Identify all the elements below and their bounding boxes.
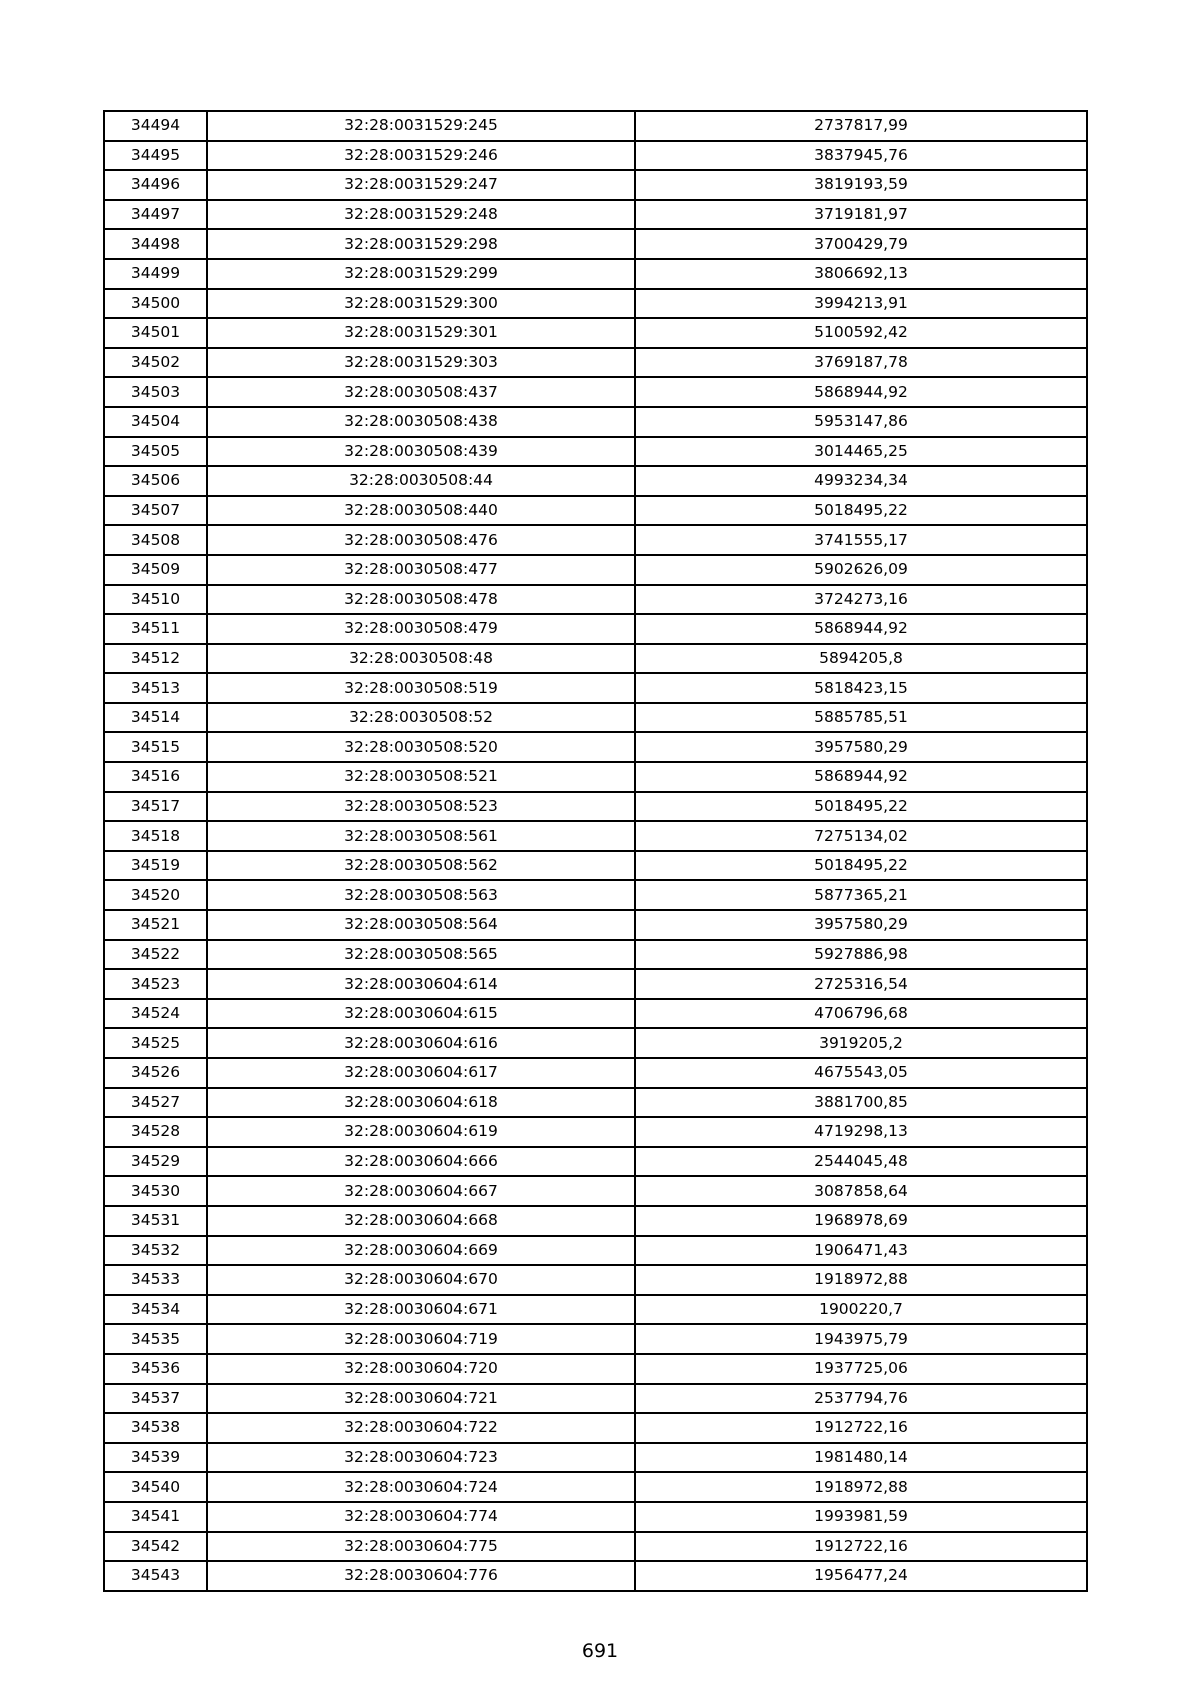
cadastral-number-cell: 32:28:0030604:669 <box>207 1236 635 1266</box>
table-row <box>104 141 1087 171</box>
table-row <box>104 762 1087 792</box>
table-row <box>104 466 1087 496</box>
cadastral-value-cell: 4675543,05 <box>635 1058 1087 1088</box>
cadastral-number-cell: 32:28:0030508:44 <box>207 466 635 496</box>
cadastral-number-cell: 32:28:0031529:300 <box>207 289 635 319</box>
row-number-cell: 34528 <box>104 1117 207 1147</box>
row-number-cell: 34523 <box>104 969 207 999</box>
cadastral-number-cell: 32:28:0030604:619 <box>207 1117 635 1147</box>
cadastral-number-cell: 32:28:0030508:476 <box>207 525 635 555</box>
cadastral-value-cell: 1912722,16 <box>635 1413 1087 1443</box>
table-row <box>104 318 1087 348</box>
row-number-cell: 34507 <box>104 496 207 526</box>
row-number-cell: 34513 <box>104 673 207 703</box>
cadastral-number-cell: 32:28:0031529:245 <box>207 111 635 141</box>
cadastral-number-cell: 32:28:0030604:723 <box>207 1443 635 1473</box>
cadastral-value-cell: 5868944,92 <box>635 377 1087 407</box>
table-row <box>104 1058 1087 1088</box>
table-row <box>104 1384 1087 1414</box>
row-number-cell: 34542 <box>104 1532 207 1562</box>
table-row <box>104 1236 1087 1266</box>
table-row <box>104 851 1087 881</box>
table-row <box>104 437 1087 467</box>
cadastral-number-cell: 32:28:0031529:247 <box>207 170 635 200</box>
row-number-cell: 34496 <box>104 170 207 200</box>
cadastral-value-cell: 1912722,16 <box>635 1532 1087 1562</box>
cadastral-value-cell: 1981480,14 <box>635 1443 1087 1473</box>
cadastral-value-cell: 4993234,34 <box>635 466 1087 496</box>
row-number-cell: 34524 <box>104 999 207 1029</box>
cadastral-value-cell: 5868944,92 <box>635 762 1087 792</box>
cadastral-number-cell: 32:28:0030604:720 <box>207 1354 635 1384</box>
table-row <box>104 1472 1087 1502</box>
row-number-cell: 34502 <box>104 348 207 378</box>
row-number-cell: 34498 <box>104 229 207 259</box>
table-row <box>104 1295 1087 1325</box>
table-row <box>104 1532 1087 1562</box>
row-number-cell: 34494 <box>104 111 207 141</box>
row-number-cell: 34505 <box>104 437 207 467</box>
cadastral-number-cell: 32:28:0030508:520 <box>207 732 635 762</box>
table-row <box>104 703 1087 733</box>
table-row <box>104 585 1087 615</box>
cadastral-value-cell: 3700429,79 <box>635 229 1087 259</box>
row-number-cell: 34500 <box>104 289 207 319</box>
row-number-cell: 34508 <box>104 525 207 555</box>
cadastral-value-cell: 1956477,24 <box>635 1561 1087 1591</box>
row-number-cell: 34522 <box>104 940 207 970</box>
row-number-cell: 34538 <box>104 1413 207 1443</box>
cadastral-value-cell: 1918972,88 <box>635 1265 1087 1295</box>
cadastral-number-cell: 32:28:0031529:299 <box>207 259 635 289</box>
cadastral-value-cell: 3919205,2 <box>635 1028 1087 1058</box>
cadastral-value-cell: 5902626,09 <box>635 555 1087 585</box>
table-row <box>104 1413 1087 1443</box>
row-number-cell: 34497 <box>104 200 207 230</box>
table-row <box>104 1324 1087 1354</box>
table-body <box>104 111 1087 1591</box>
table-row <box>104 111 1087 141</box>
table-row <box>104 229 1087 259</box>
cadastral-number-cell: 32:28:0030508:478 <box>207 585 635 615</box>
cadastral-value-cell: 5868944,92 <box>635 614 1087 644</box>
cadastral-value-cell: 4706796,68 <box>635 999 1087 1029</box>
cadastral-value-cell: 1943975,79 <box>635 1324 1087 1354</box>
cadastral-value-cell: 5018495,22 <box>635 851 1087 881</box>
cadastral-value-cell: 1937725,06 <box>635 1354 1087 1384</box>
cadastral-number-cell: 32:28:0030604:614 <box>207 969 635 999</box>
cadastral-value-cell: 5100592,42 <box>635 318 1087 348</box>
row-number-cell: 34519 <box>104 851 207 881</box>
cadastral-value-cell: 1993981,59 <box>635 1502 1087 1532</box>
table-row <box>104 1088 1087 1118</box>
cadastral-number-cell: 32:28:0030604:721 <box>207 1384 635 1414</box>
cadastral-number-cell: 32:28:0030508:565 <box>207 940 635 970</box>
table-row <box>104 1502 1087 1532</box>
cadastral-value-cell: 3837945,76 <box>635 141 1087 171</box>
row-number-cell: 34517 <box>104 792 207 822</box>
cadastral-number-cell: 32:28:0030604:719 <box>207 1324 635 1354</box>
row-number-cell: 34534 <box>104 1295 207 1325</box>
row-number-cell: 34520 <box>104 880 207 910</box>
cadastral-value-cell: 1968978,69 <box>635 1206 1087 1236</box>
row-number-cell: 34537 <box>104 1384 207 1414</box>
cadastral-number-cell: 32:28:0030604:775 <box>207 1532 635 1562</box>
cadastral-value-cell: 5818423,15 <box>635 673 1087 703</box>
cadastral-number-cell: 32:28:0030508:521 <box>207 762 635 792</box>
row-number-cell: 34527 <box>104 1088 207 1118</box>
row-number-cell: 34540 <box>104 1472 207 1502</box>
cadastral-value-cell: 5877365,21 <box>635 880 1087 910</box>
table-row <box>104 407 1087 437</box>
table-row <box>104 1028 1087 1058</box>
cadastral-value-cell: 2725316,54 <box>635 969 1087 999</box>
row-number-cell: 34531 <box>104 1206 207 1236</box>
cadastral-number-cell: 32:28:0030604:615 <box>207 999 635 1029</box>
cadastral-number-cell: 32:28:0030604:618 <box>207 1088 635 1118</box>
row-number-cell: 34539 <box>104 1443 207 1473</box>
cadastral-value-cell: 3741555,17 <box>635 525 1087 555</box>
cadastral-number-cell: 32:28:0030604:774 <box>207 1502 635 1532</box>
row-number-cell: 34518 <box>104 821 207 851</box>
cadastral-number-cell: 32:28:0030508:439 <box>207 437 635 467</box>
cadastral-value-cell: 3819193,59 <box>635 170 1087 200</box>
table-row <box>104 1561 1087 1591</box>
cadastral-number-cell: 32:28:0030508:561 <box>207 821 635 851</box>
table-row <box>104 880 1087 910</box>
cadastral-value-cell: 1918972,88 <box>635 1472 1087 1502</box>
cadastral-number-cell: 32:28:0030508:563 <box>207 880 635 910</box>
row-number-cell: 34512 <box>104 644 207 674</box>
cadastral-value-cell: 3014465,25 <box>635 437 1087 467</box>
cadastral-value-cell: 5885785,51 <box>635 703 1087 733</box>
cadastral-value-cell: 1900220,7 <box>635 1295 1087 1325</box>
row-number-cell: 34495 <box>104 141 207 171</box>
cadastral-number-cell: 32:28:0030508:564 <box>207 910 635 940</box>
cadastral-number-cell: 32:28:0030508:437 <box>207 377 635 407</box>
cadastral-value-cell: 3957580,29 <box>635 732 1087 762</box>
cadastral-value-cell: 3994213,91 <box>635 289 1087 319</box>
table-row <box>104 732 1087 762</box>
row-number-cell: 34504 <box>104 407 207 437</box>
cadastral-number-cell: 32:28:0030508:477 <box>207 555 635 585</box>
row-number-cell: 34530 <box>104 1176 207 1206</box>
table-row <box>104 821 1087 851</box>
row-number-cell: 34543 <box>104 1561 207 1591</box>
table-row <box>104 1206 1087 1236</box>
cadastral-value-cell: 3806692,13 <box>635 259 1087 289</box>
cadastral-number-cell: 32:28:0031529:246 <box>207 141 635 171</box>
page-number: 691 <box>581 1640 619 1662</box>
cadastral-value-cell: 2537794,76 <box>635 1384 1087 1414</box>
cadastral-number-cell: 32:28:0030604:671 <box>207 1295 635 1325</box>
cadastral-value-cell: 2737817,99 <box>635 111 1087 141</box>
cadastral-value-cell: 7275134,02 <box>635 821 1087 851</box>
cadastral-number-cell: 32:28:0030604:616 <box>207 1028 635 1058</box>
row-number-cell: 34541 <box>104 1502 207 1532</box>
row-number-cell: 34536 <box>104 1354 207 1384</box>
cadastral-number-cell: 32:28:0031529:298 <box>207 229 635 259</box>
row-number-cell: 34503 <box>104 377 207 407</box>
table-row <box>104 1354 1087 1384</box>
table-row <box>104 969 1087 999</box>
cadastral-number-cell: 32:28:0030508:440 <box>207 496 635 526</box>
row-number-cell: 34533 <box>104 1265 207 1295</box>
cadastral-number-cell: 32:28:0030604:666 <box>207 1147 635 1177</box>
cadastral-value-cell: 4719298,13 <box>635 1117 1087 1147</box>
table-row <box>104 259 1087 289</box>
row-number-cell: 34511 <box>104 614 207 644</box>
cadastral-number-cell: 32:28:0030508:523 <box>207 792 635 822</box>
table-row <box>104 496 1087 526</box>
table-row <box>104 348 1087 378</box>
row-number-cell: 34514 <box>104 703 207 733</box>
table-row <box>104 999 1087 1029</box>
row-number-cell: 34526 <box>104 1058 207 1088</box>
table-row <box>104 525 1087 555</box>
table-row <box>104 377 1087 407</box>
cadastral-number-cell: 32:28:0031529:248 <box>207 200 635 230</box>
cadastral-value-cell: 3769187,78 <box>635 348 1087 378</box>
cadastral-number-cell: 32:28:0030508:438 <box>207 407 635 437</box>
row-number-cell: 34529 <box>104 1147 207 1177</box>
cadastral-number-cell: 32:28:0030508:48 <box>207 644 635 674</box>
table-row <box>104 940 1087 970</box>
cadastral-number-cell: 32:28:0030604:617 <box>207 1058 635 1088</box>
cadastral-number-cell: 32:28:0030604:722 <box>207 1413 635 1443</box>
cadastral-number-cell: 32:28:0030604:670 <box>207 1265 635 1295</box>
row-number-cell: 34509 <box>104 555 207 585</box>
table-row <box>104 1117 1087 1147</box>
cadastral-value-cell: 3087858,64 <box>635 1176 1087 1206</box>
cadastral-number-cell: 32:28:0030508:519 <box>207 673 635 703</box>
cadastral-number-cell: 32:28:0030508:52 <box>207 703 635 733</box>
cadastral-value-cell: 3957580,29 <box>635 910 1087 940</box>
table-row <box>104 555 1087 585</box>
table-row <box>104 1147 1087 1177</box>
row-number-cell: 34532 <box>104 1236 207 1266</box>
row-number-cell: 34521 <box>104 910 207 940</box>
row-number-cell: 34501 <box>104 318 207 348</box>
table-row <box>104 792 1087 822</box>
row-number-cell: 34516 <box>104 762 207 792</box>
row-number-cell: 34510 <box>104 585 207 615</box>
table-row <box>104 1443 1087 1473</box>
cadastral-number-cell: 32:28:0030604:668 <box>207 1206 635 1236</box>
cadastral-value-cell: 2544045,48 <box>635 1147 1087 1177</box>
table-row <box>104 910 1087 940</box>
cadastral-number-cell: 32:28:0030604:724 <box>207 1472 635 1502</box>
cadastral-value-cell: 5953147,86 <box>635 407 1087 437</box>
cadastral-value-cell: 5927886,98 <box>635 940 1087 970</box>
cadastral-value-cell: 5018495,22 <box>635 792 1087 822</box>
cadastral-value-cell: 3724273,16 <box>635 585 1087 615</box>
cadastral-value-cell: 1906471,43 <box>635 1236 1087 1266</box>
cadastral-number-cell: 32:28:0031529:301 <box>207 318 635 348</box>
cadastral-number-cell: 32:28:0030508:562 <box>207 851 635 881</box>
cadastral-value-cell: 5894205,8 <box>635 644 1087 674</box>
row-number-cell: 34515 <box>104 732 207 762</box>
row-number-cell: 34535 <box>104 1324 207 1354</box>
table-row <box>104 1265 1087 1295</box>
table-row <box>104 673 1087 703</box>
table-row <box>104 644 1087 674</box>
table-row <box>104 1176 1087 1206</box>
table-row <box>104 289 1087 319</box>
table-row <box>104 200 1087 230</box>
cadastral-number-cell: 32:28:0031529:303 <box>207 348 635 378</box>
row-number-cell: 34506 <box>104 466 207 496</box>
row-number-cell: 34525 <box>104 1028 207 1058</box>
cadastral-value-cell: 5018495,22 <box>635 496 1087 526</box>
cadastral-number-cell: 32:28:0030604:776 <box>207 1561 635 1591</box>
table-row <box>104 170 1087 200</box>
cadastral-value-table <box>103 110 1088 1592</box>
table-row <box>104 614 1087 644</box>
cadastral-number-cell: 32:28:0030508:479 <box>207 614 635 644</box>
row-number-cell: 34499 <box>104 259 207 289</box>
cadastral-value-cell: 3881700,85 <box>635 1088 1087 1118</box>
cadastral-number-cell: 32:28:0030604:667 <box>207 1176 635 1206</box>
cadastral-value-cell: 3719181,97 <box>635 200 1087 230</box>
